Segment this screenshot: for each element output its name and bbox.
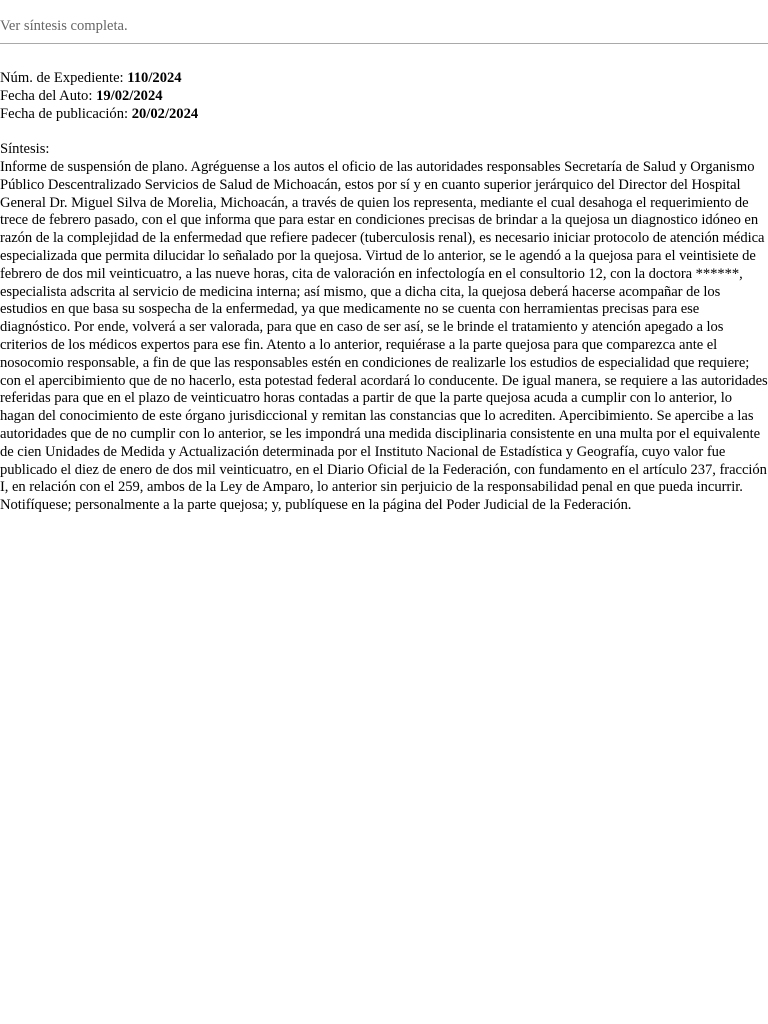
- fecha-auto-value: 19/02/2024: [96, 87, 163, 104]
- document-content: [0, 44, 768, 515]
- page-header: [0, 0, 768, 44]
- fecha-publicacion-value: 20/02/2024: [131, 105, 199, 122]
- spacer: [0, 123, 768, 141]
- fecha-publicacion-row: [0, 106, 768, 124]
- expediente-value: 110/2024: [127, 70, 182, 86]
- expediente-row: [0, 70, 768, 88]
- expediente-label: Núm. de Expediente:: [0, 70, 128, 86]
- synopsis-text: Informe de suspensión de plano. Agréguense a los autos el oficio de las autoridades responsables Secretaría de Salud y Organismo Público Descentralizado Servicios de Salud de Michoacán, estos por sí y en cuanto superior jerárquico del Director del Hospital General Dr. Miguel Silva de Morelia, Michoacán, a través de quien los representa, mediante el cual desahoga el requerimiento de trece de febrero pasado, con el que informa que para estar en condiciones precisas de brindar a la quejosa un diagnostico idóneo en razón de la complejidad de la enfermedad que refiere padecer (tuberculosis renal), es necesario iniciar protocolo de atención médica especializada que permita dilucidar lo señalado por la quejosa. Virtud de lo anterior, se le agendó a la quejosa para el veintisiete de febrero de dos mil veinticuatro, a las nueve horas, cita de valoración en infectología en el consultorio 12, con la doctora ******, especialista adscrita al servicio de medicina interna; así mismo, que a dicha cita, la quejosa deberá hacerse acompañar de los estudios en que basa su sospecha de la enfermedad, ya que medicamente no se cuenta con herramientas precisas para ese diagnóstico. Por ende, volverá a ser valorada, para que en caso de ser así, se le brinde el tratamiento y atención apegado a los criterios de los médicos expertos para ese fin. Atento a lo anterior, requiérase a la parte quejosa para que comparezca ante el nosocomio responsable, a fin de que las responsables estén en condiciones de realizarle los estudios de especialidad que requiere; con el apercibimiento que de no hacerlo, esta potestad federal acordará lo conducente. De igual manera, se requiere a las autoridades referidas para que en el plazo de veinticuatro horas contadas a partir de que la parte quejosa acuda a cumplir con lo anterior, lo hagan del conocimiento de este órgano jurisdiccional y remitan las constancias que lo acrediten. Apercibimiento. Se apercibe a las autoridades que de no cumplir con lo anterior, se les impondrá una medida disciplinaria consistente en una multa por el equivalente de cien Unidades de Medida y Actualización determinada por el Instituto Nacional de Estadística y Geografía, cuyo valor fue publicado el diez de enero de dos mil veinticuatro, en el Diario Oficial de la Federación, con fundamento en el artículo 237, fracción I, en relación con el 259, ambos de la Ley de Amparo, lo anterior sin perjuicio de la responsabilidad penal en que pueda incurrir. Notifíquese; personalmente a la parte quejosa; y, publíquese en la página del Poder Judicial de la Federación.: [0, 158, 768, 514]
- fecha-publicacion-label: Fecha de publicación:: [0, 105, 132, 122]
- synopsis-label: Síntesis:: [0, 141, 50, 158]
- fecha-auto-label: Fecha del Auto:: [0, 87, 97, 104]
- fecha-auto-row: [0, 88, 768, 106]
- view-full-synopsis-link[interactable]: Ver síntesis completa.: [0, 18, 128, 34]
